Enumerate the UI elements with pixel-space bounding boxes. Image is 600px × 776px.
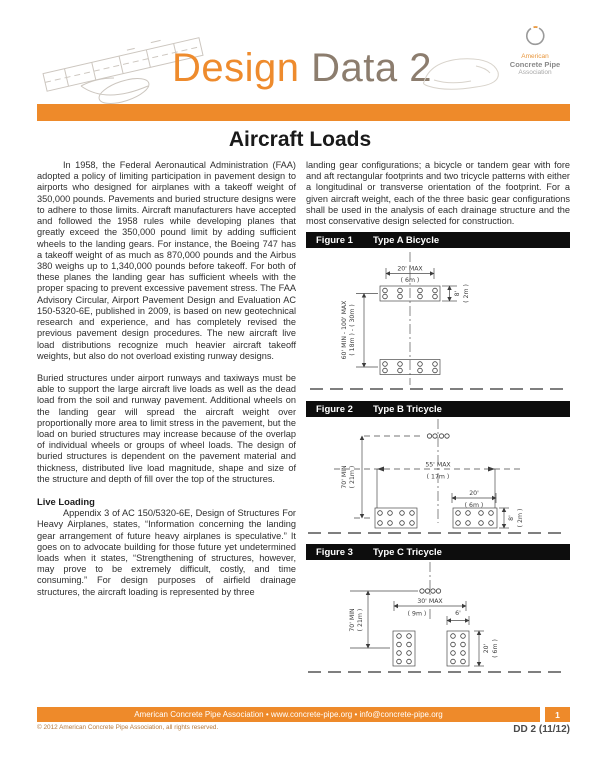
dim-track-metric: ( 9m ) [407, 610, 427, 618]
dim-length-label: 20' [483, 644, 490, 654]
paragraph-1: In 1958, the Federal Aeronautical Administration (FAA) adopted a policy of limiting participation in pavement design to airports who designed for airplanes with a takeoff weight of 350,000 pounds. Pavements and buried structure designs were to adhere to those limits. Aircraft manufacturers have accepted and followed the 1958 rules while developing planes that greatly exceed the 350,000 pound limit by adding sufficient wheels to the landing gears. For instance, the Boeing 747 has a takeoff weight of as much as 870,000 pounds and the Airbus 380 weighs up to 1,340,000 pounds before takeoff. For both of these planes the landing gear has sufficient wheels with the proper spacing to prevent excessive pavement stress. The FAA Advisory Circular, Airport Pavement Design and Evaluation AC 150-5320-6E, published in 2009, is based on new geotechnical research and experience, and has completely revised the previous pavement design procedures. The new aircraft live load distributions recognize much heavier aircraft takeoff weights, but also do not overload existing runway designs. [37, 160, 296, 361]
figure-3-caption-bar [306, 544, 570, 560]
acpa-logo [498, 24, 572, 77]
figure-3-label: Figure 3 [316, 546, 353, 558]
footer-contact-strip: American Concrete Pipe Association • www.concrete-pipe.org • info@concrete-pipe.org [37, 707, 540, 722]
figure-2-label: Figure 2 [316, 403, 353, 415]
figure-2-title: Type B Tricycle [372, 403, 442, 415]
left-column [37, 160, 296, 680]
right-main-gear-group [453, 508, 497, 528]
dim-nose-label: 70' MIN [341, 465, 348, 489]
dim-nose-70ft [349, 591, 390, 648]
header [0, 0, 600, 104]
nose-gear [350, 589, 441, 593]
page-title: Aircraft Loads [228, 128, 372, 151]
dim-track-label: 30' MAX [417, 598, 443, 606]
dim-track-label: 55' MAX [425, 461, 451, 469]
figure-2-diagram [306, 417, 570, 539]
logo-american: American [521, 53, 549, 61]
dim-span-metric: ( 6m ) [464, 502, 484, 510]
footer [37, 707, 570, 722]
dim-nose-label: 70' MIN [349, 608, 356, 632]
figure-2 [306, 401, 570, 539]
dim-length-60-100ft [341, 294, 378, 368]
figure-1-label: Figure 1 [316, 234, 353, 246]
dim-width-8ft [499, 508, 524, 528]
left-main-gear-group [375, 508, 417, 528]
dim-track-metric: ( 17m ) [426, 473, 450, 481]
logo-concrete-pipe: Concrete Pipe [509, 59, 561, 69]
dim-span-metric: ( 6m ) [400, 277, 420, 285]
dim-span-20ft [452, 490, 496, 509]
dim-span-label: 6' [455, 610, 461, 618]
article-columns [0, 152, 600, 680]
dim-nose-70ft [341, 436, 372, 518]
figure-3-diagram [306, 560, 570, 680]
paragraph-3: Appendix 3 of AC 150/5320-6E, Design of Structures For Heavy Airplanes, states, “Information concerning the landing gear arrangement of future heavy airplanes is speculative.” It goes on to advocate building for those future yet undetermined loads when it states, “Strengthening of structures, however, may prove to be extremely difficult, costly, and time consuming.” For design purposes of airfield drainage structures, the aircraft loading is represented by three [37, 508, 296, 597]
dim-nose-metric: ( 21m ) [357, 608, 364, 632]
dim-span-label: 20' MAX [397, 265, 423, 273]
dim-width-label: 8' [508, 515, 515, 522]
dim-width-metric: ( 2m ) [517, 508, 524, 528]
dim-width-label: 8' [454, 290, 461, 297]
dim-track-55ft [334, 462, 524, 509]
figure-1-caption-bar [306, 232, 570, 248]
figure-1 [306, 232, 570, 396]
right-column [306, 160, 570, 680]
brand-design: Design [172, 46, 300, 90]
page-number: 1 [545, 707, 570, 722]
brand-data2: Data 2 [299, 46, 432, 90]
figure-1-title: Type A Bicycle [372, 234, 440, 246]
brand-title [172, 46, 432, 91]
nose-gear [364, 434, 449, 438]
paragraph-2: Buried structures under airport runways and taxiways must be able to support the large aircraft live loads as well as the dead load from the soil and runway pavement. Additional wheels on the landing gear will spread the aircraft weight over proportionally more area to limit stress in the pavement, but the load on buried structures may increase because of the overlap of individual wheels or groups of wheel loads. The design of buried structures is dependent on the pavement material and thickness, distributed live load magnitude, shape and size of the structure and depth of fill over the top of the structures. [37, 372, 296, 484]
figure-2-caption-bar [306, 401, 570, 417]
figure-1-diagram [306, 248, 570, 396]
aerial-sketch [416, 52, 504, 98]
figure-3-title: Type C Tricycle [372, 546, 442, 558]
dim-length-metric: ( 18m ) - ( 30m ) [349, 304, 356, 357]
footer-meta [37, 724, 570, 735]
dim-nose-metric: ( 21m ) [349, 465, 356, 489]
dim-width-8ft [442, 284, 470, 303]
paragraph-4: landing gear configurations; a bicycle or tandem gear with fore and aft rectangular footprints and two tricycle patterns with either a longitudinal or transverse orientation of the footprint. For a given aircraft weight, each of the three basic gear configurations shall be used in the analysis of each drainage structure and the most conservative design selected for construction. [306, 160, 570, 227]
dim-span-label: 20' [469, 490, 479, 498]
copyright-text: © 2012 American Concrete Pipe Association, all rights reserved. [37, 724, 219, 731]
dim-length-label: 60' MIN - 100' MAX [341, 300, 348, 360]
dim-width-metric: ( 2m ) [463, 284, 470, 304]
acpa-logo-icon [523, 24, 547, 48]
document-code: DD 2 (11/12) [513, 724, 570, 735]
right-main-gear-group [447, 631, 469, 666]
dim-length-metric: ( 6m ) [492, 639, 499, 659]
figure-3 [306, 544, 570, 680]
dim-length-20ft [474, 631, 499, 666]
live-loading-heading: Live Loading [37, 496, 95, 508]
left-main-gear-group [393, 631, 415, 666]
logo-association: Association [518, 69, 552, 77]
dim-span-6ft [447, 610, 469, 625]
